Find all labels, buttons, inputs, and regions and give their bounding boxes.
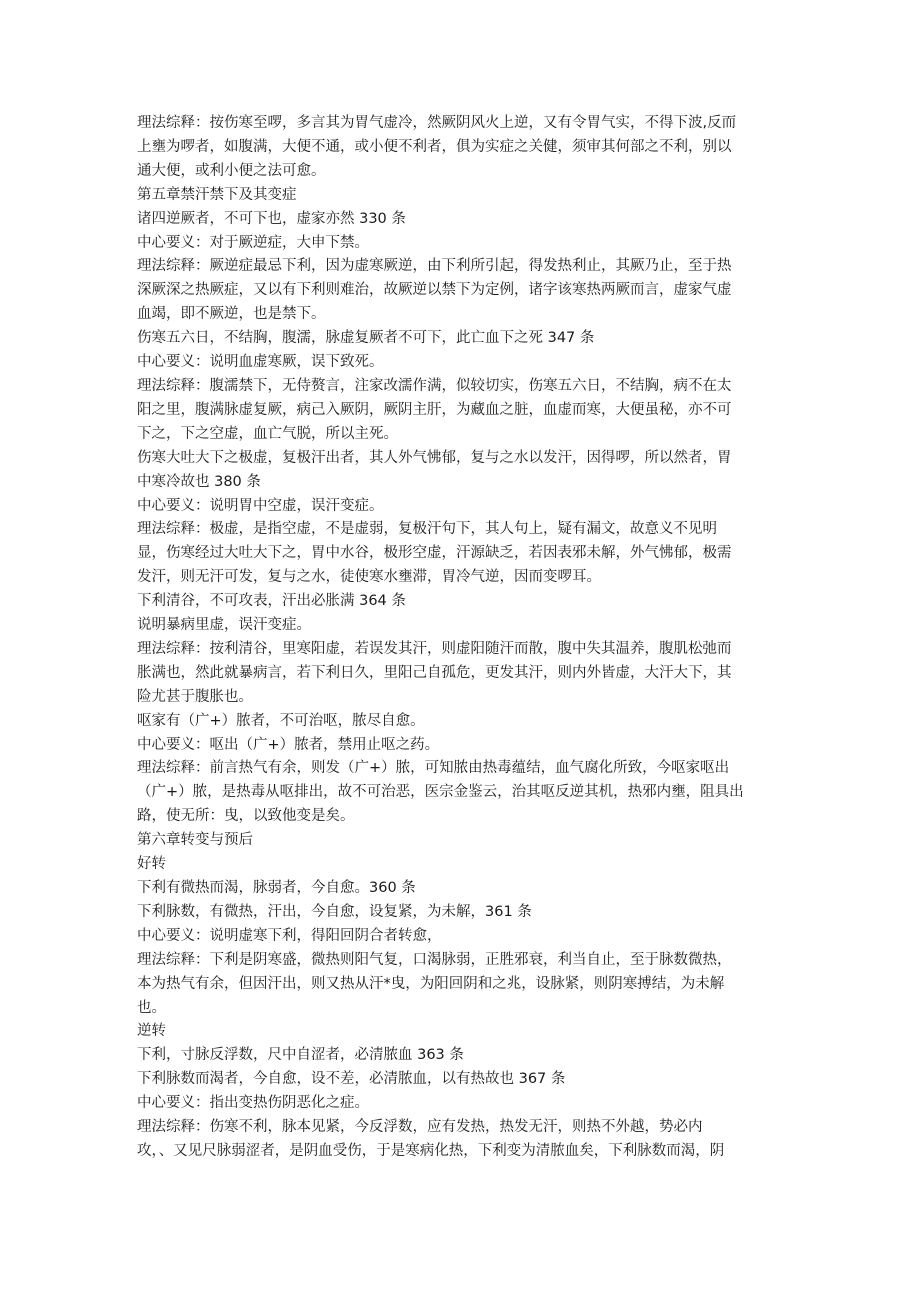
- text-line: 攻，、又见尺脉弱涩者，是阴血受伤，于是寒病化热，下利变为清脓血矣，下利脉数而渴，阴: [137, 1142, 725, 1159]
- text-line: 通大便，或利小便之法可愈。: [137, 162, 326, 179]
- chapter-heading: 第六章转变与预后: [137, 832, 253, 849]
- text-line: 理法综释：伤寒不利，脉本见紧，今反浮数，应有发热，热发无汗，则热不外越，势必内: [137, 1119, 703, 1136]
- text-line: 本为热气有余，但因汗出，则又热从汗*曳，为阳回阴和之兆，设脉紧，则阴寒搏结，为未解: [137, 975, 725, 992]
- text-line: 下利脉数，有微热，汗出，今自愈，设复紧，为未解，361 条: [137, 903, 532, 920]
- text-line: 伤寒大吐大下之极虚，复极汗出者，其人外气怫郁，复与之水以发汗，因得啰，所以然者，胃: [137, 449, 732, 466]
- text-line: 下之，下之空虚，血亡气脱，所以主死。: [137, 425, 398, 442]
- text-line: 中心要义：呕出（广+）脓者，禁用止呕之药。: [137, 736, 440, 753]
- text-line: 中心要义：说明胃中空虚，误汗变症。: [137, 497, 384, 514]
- section-heading: 好转: [137, 856, 166, 873]
- text-line: 中心要义：对于厥逆症，大申下禁。: [137, 234, 369, 251]
- text-line: 深厥深之热厥症，又以有下利则难治，故厥逆以禁下为定例，诸字该寒热两厥而言，虚家气虚: [137, 282, 732, 299]
- text-line: 理法综释：按利清谷，里寒阳虚，若误发其汗，则虚阳随汗而散，腹中失其温养，腹肌松弛而: [137, 640, 732, 657]
- text-line: 理法综释：极虚，是指空虚，不是虚弱，复极汗句下，其人句上，疑有漏文，故意义不见明: [137, 521, 717, 538]
- text-line: 显，伤寒经过大吐大下之，胃中水谷，极形空虚，汗源缺乏，若因表邪未解，外气怫郁，极需: [137, 545, 732, 562]
- text-line: 上壅为啰者，如腹满，大便不通，或小便不利者，俱为实症之关健，须审其何部之不利，别以: [137, 138, 732, 155]
- text-line: 血竭，即不厥逆，也是禁下。: [137, 306, 326, 323]
- text-line: 也。: [137, 999, 166, 1016]
- text-line: 理法综释：按伤寒至啰，多言其为胃气虚冷，然厥阴风火上逆，又有令胃气实，不得下波,反而: [137, 115, 737, 131]
- text-line: 中心要义：说明虚寒下利，得阳回阴合者转愈，: [137, 927, 442, 944]
- text-line: 中心要义：指出变热伤阴恶化之症。: [137, 1095, 369, 1112]
- chapter-heading: 第五章禁汗禁下及其变症: [137, 186, 297, 203]
- text-line: 理法综释：腹濡禁下，无侍赘言，注家改濡作满，似较切实，伤寒五六日，不结胸，病不在太: [137, 377, 732, 394]
- text-line: 险尤甚于腹胀也。: [137, 688, 253, 705]
- text-line: 下利有微热而渴，脉弱者，今自愈。360 条: [137, 880, 416, 896]
- section-heading: 逆转: [137, 1023, 166, 1040]
- text-line: 阳之里，腹满脉虚复厥，病己入厥阴，厥阴主肝，为藏血之脏，血虚而寒，大便虽秘，亦不可: [137, 401, 732, 418]
- text-line: 理法综释：下利是阴寒盛，微热则阳气复，口渴脉弱，正胜邪衰，利当自止，至于脉数微热，: [137, 951, 732, 968]
- text-line: 发汗，则无汗可发，复与之水，徒使寒水壅滞，胃冷气逆，因而变啰耳。: [137, 569, 601, 586]
- text-line: 胀满也，然此就暴病言，若下利日久，里阳己自孤危，更发其汗，则内外皆虚，大汗大下，其: [137, 664, 732, 681]
- text-line: 路，使无所：曳，以致他变是矣。: [137, 808, 355, 825]
- text-line: 理法综释：厥逆症最忌下利，因为虚寒厥逆，由下利所引起，得发热利止，其厥乃止，至于热: [137, 258, 732, 275]
- text-line: 理法综释：前言热气有余，则发（广+）脓，可知脓由热毒蕴结，血气腐化所致，今呕家呕出: [137, 760, 730, 777]
- text-line: 中心要义：说明血虚寒厥，误下致死。: [137, 354, 384, 371]
- text-line: 诸四逆厥者，不可下也，虚家亦然 330 条: [137, 210, 406, 227]
- text-line: （广+）脓，是热毒从呕排出，故不可治恶，医宗金鉴云，治其呕反逆其机，热邪内壅，阻具出: [137, 784, 744, 801]
- text-line: 下利，寸脉反浮数，尺中自涩者，必清脓血 363 条: [137, 1047, 464, 1064]
- text-line: 说明暴病里虚，误汗变症。: [137, 617, 311, 634]
- text-line: 中寒冷故也 380 条: [137, 473, 261, 490]
- document-page: [137, 112, 783, 1164]
- text-line: 呕家有（广+）脓者，不可治呕，脓尽自愈。: [137, 712, 425, 729]
- text-line: 下利清谷，不可攻表，汗出必胀满 364 条: [137, 593, 406, 610]
- text-line: 伤寒五六日，不结胸，腹濡，脉虚复厥者不可下，此亡血下之死 347 条: [137, 330, 595, 347]
- text-line: 下利脉数而渴者，今自愈，设不差，必清脓血，以有热故也 367 条: [137, 1071, 566, 1088]
